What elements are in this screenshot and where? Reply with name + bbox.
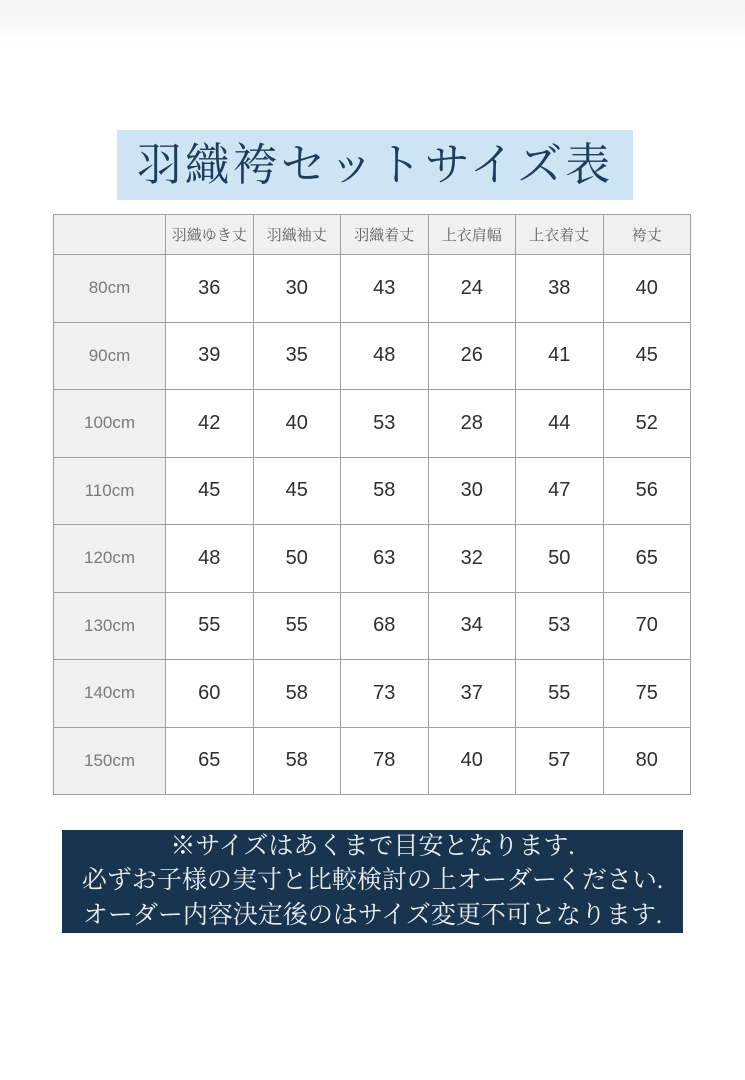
size-value-cell: 70 [603, 592, 691, 660]
size-value-cell: 35 [253, 322, 341, 390]
column-header-haori-yuki: 羽織ゆき丈 [166, 215, 254, 255]
table-row [54, 592, 691, 660]
size-value-cell: 53 [516, 592, 604, 660]
column-header-jogi-kitake: 上衣着丈 [516, 215, 604, 255]
column-header-jogi-katahaba: 上衣肩幅 [428, 215, 516, 255]
size-value-cell: 57 [516, 727, 604, 795]
table-row [54, 255, 691, 323]
size-value-cell: 28 [428, 390, 516, 458]
table-row [54, 390, 691, 458]
size-value-cell: 47 [516, 457, 604, 525]
size-value-cell: 63 [341, 525, 429, 593]
row-size-label: 130cm [54, 592, 166, 660]
size-value-cell: 36 [166, 255, 254, 323]
row-size-label: 120cm [54, 525, 166, 593]
size-value-cell: 58 [253, 660, 341, 728]
row-size-label: 110cm [54, 457, 166, 525]
row-size-label: 140cm [54, 660, 166, 728]
size-value-cell: 37 [428, 660, 516, 728]
row-size-label: 100cm [54, 390, 166, 458]
size-value-cell: 56 [603, 457, 691, 525]
size-value-cell: 60 [166, 660, 254, 728]
size-value-cell: 48 [341, 322, 429, 390]
size-value-cell: 55 [516, 660, 604, 728]
size-value-cell: 40 [428, 727, 516, 795]
column-header-hakama-take: 袴丈 [603, 215, 691, 255]
size-value-cell: 55 [253, 592, 341, 660]
row-size-label: 150cm [54, 727, 166, 795]
page-title: 羽織袴セットサイズ表 [117, 130, 633, 200]
size-value-cell: 65 [166, 727, 254, 795]
size-value-cell: 65 [603, 525, 691, 593]
size-value-cell: 52 [603, 390, 691, 458]
column-header-haori-sode: 羽織袖丈 [253, 215, 341, 255]
size-value-cell: 32 [428, 525, 516, 593]
size-value-cell: 41 [516, 322, 604, 390]
size-table [53, 214, 691, 795]
row-size-label: 90cm [54, 322, 166, 390]
size-value-cell: 26 [428, 322, 516, 390]
size-value-cell: 40 [253, 390, 341, 458]
notice-line: ※サイズはあくまで目安となります. [170, 833, 575, 860]
notice-line: 必ずお子様の実寸と比較検討の上オーダーください. [81, 867, 664, 895]
size-value-cell: 43 [341, 255, 429, 323]
size-value-cell: 44 [516, 390, 604, 458]
table-row [54, 525, 691, 593]
size-value-cell: 34 [428, 592, 516, 660]
size-value-cell: 73 [341, 660, 429, 728]
size-value-cell: 24 [428, 255, 516, 323]
size-value-cell: 50 [516, 525, 604, 593]
size-value-cell: 58 [341, 457, 429, 525]
table-row [54, 457, 691, 525]
size-value-cell: 38 [516, 255, 604, 323]
top-gradient-strip [0, 0, 745, 44]
size-value-cell: 58 [253, 727, 341, 795]
size-value-cell: 42 [166, 390, 254, 458]
notice-line: オーダー内容決定後のはサイズ変更不可となります. [82, 901, 663, 929]
size-value-cell: 55 [166, 592, 254, 660]
notice-box [62, 830, 683, 933]
size-value-cell: 45 [166, 457, 254, 525]
row-size-label: 80cm [54, 255, 166, 323]
size-value-cell: 50 [253, 525, 341, 593]
table-row [54, 322, 691, 390]
table-row [54, 727, 691, 795]
size-value-cell: 78 [341, 727, 429, 795]
corner-cell [54, 215, 166, 255]
size-value-cell: 30 [253, 255, 341, 323]
size-value-cell: 53 [341, 390, 429, 458]
size-value-cell: 45 [603, 322, 691, 390]
size-value-cell: 39 [166, 322, 254, 390]
header-row [54, 215, 691, 255]
column-header-haori-kitake: 羽織着丈 [341, 215, 429, 255]
size-value-cell: 45 [253, 457, 341, 525]
size-value-cell: 80 [603, 727, 691, 795]
size-value-cell: 68 [341, 592, 429, 660]
table-row [54, 660, 691, 728]
size-value-cell: 75 [603, 660, 691, 728]
size-value-cell: 40 [603, 255, 691, 323]
size-value-cell: 48 [166, 525, 254, 593]
size-value-cell: 30 [428, 457, 516, 525]
